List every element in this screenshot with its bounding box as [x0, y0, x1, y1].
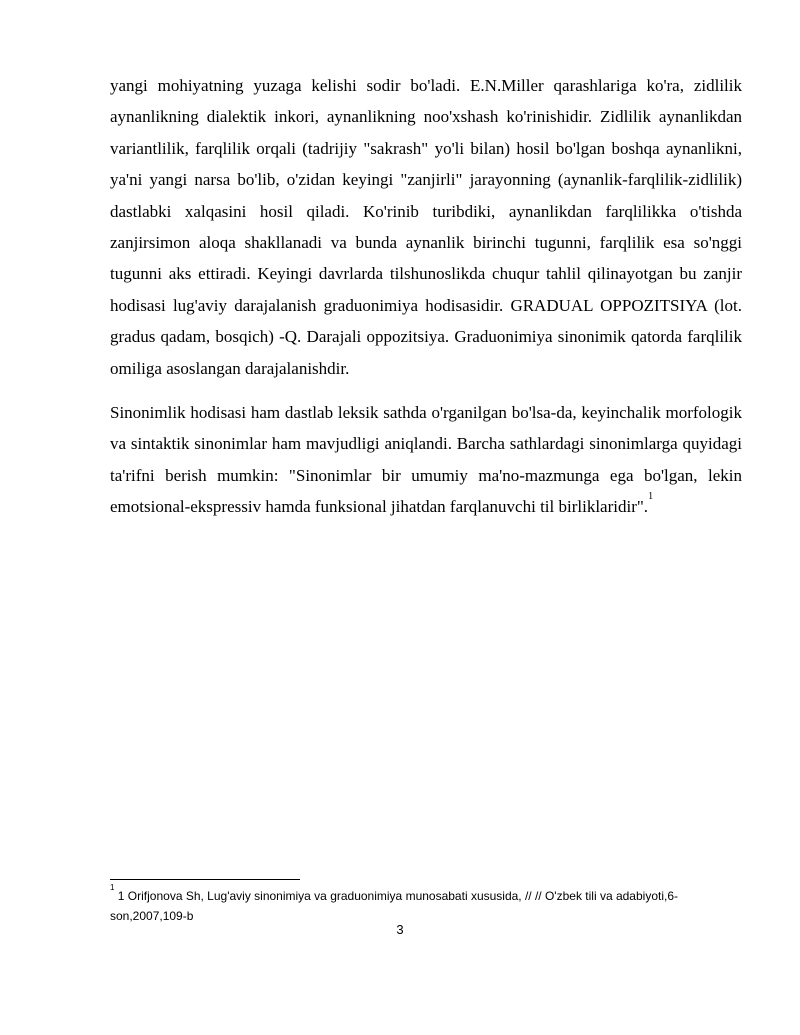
- footnote-text: 1 Orifjonova Sh, Lug'aviy sinonimiya va graduonimiya munosabati xususida, // // O'zbek tili va adabiyoti,6-son,2007,109-b: [110, 889, 678, 923]
- paragraph-2-text: Sinonimlik hodisasi ham dastlab leksik sathda o'rganilgan bo'lsa-da, keyinchalik morfologik va sintaktik sinonimlar ham mavjudligi aniqlandi. Barcha sathlardagi sinonimlarga quyidagi ta'rifni berish mumkin: "Sinonimlar bir umumiy ma'no-mazmunga ega bo'lgan, lekin emotsional-ekspressiv hamda funksional jihatdan farqlanuvchi til birliklaridir".: [110, 403, 742, 517]
- paragraph-2: [110, 397, 742, 523]
- footnote-separator: [110, 879, 300, 880]
- paragraph-1-text: yangi mohiyatning yuzaga kelishi sodir bo'ladi. E.N.Miller qarashlariga ko'ra, zidlilik aynanlikning dialektik inkori, aynanlikning noo'xshash ko'rinishidir. Zidlilik aynanlikdan variantlilik, farqlilik orqali (tadrijiy "sakrash" yo'li bilan) hosil bo'lgan boshqa aynanlikni, ya'ni yangi narsa bo'lib, o'zidan keyingi "zanjirli" jarayonning (aynanlik-farqlilik-zidlilik) dastlabki xalqasini hosil qiladi. Ko'rinib turibdiki, aynanlikdan farqlilikka o'tishda zanjirsimon aloqa shakllanadi va bunda aynanlik birinchi tugunni, farqlilik esa so'nggi tugunni aks ettiradi. Keyingi davrlarda tilshunoslikda chuqur tahlil qilinayotgan bu zanjir hodisasi lug'aviy darajalanish graduonimiya hodisasidir. GRADUAL OPPOZITSIYA (lot. gradus qadam, bosqich) -Q. Darajali oppozitsiya. Graduonimiya sinonimik qatorda farqlilik omiliga asoslangan darajalanishdir.: [110, 76, 742, 378]
- footnote: [110, 883, 742, 926]
- footnote-reference[interactable]: 1: [648, 490, 654, 502]
- page-number: 3: [396, 922, 404, 937]
- footnote-marker: 1: [110, 883, 115, 892]
- body-text: [110, 70, 742, 536]
- paragraph-1: [110, 70, 742, 384]
